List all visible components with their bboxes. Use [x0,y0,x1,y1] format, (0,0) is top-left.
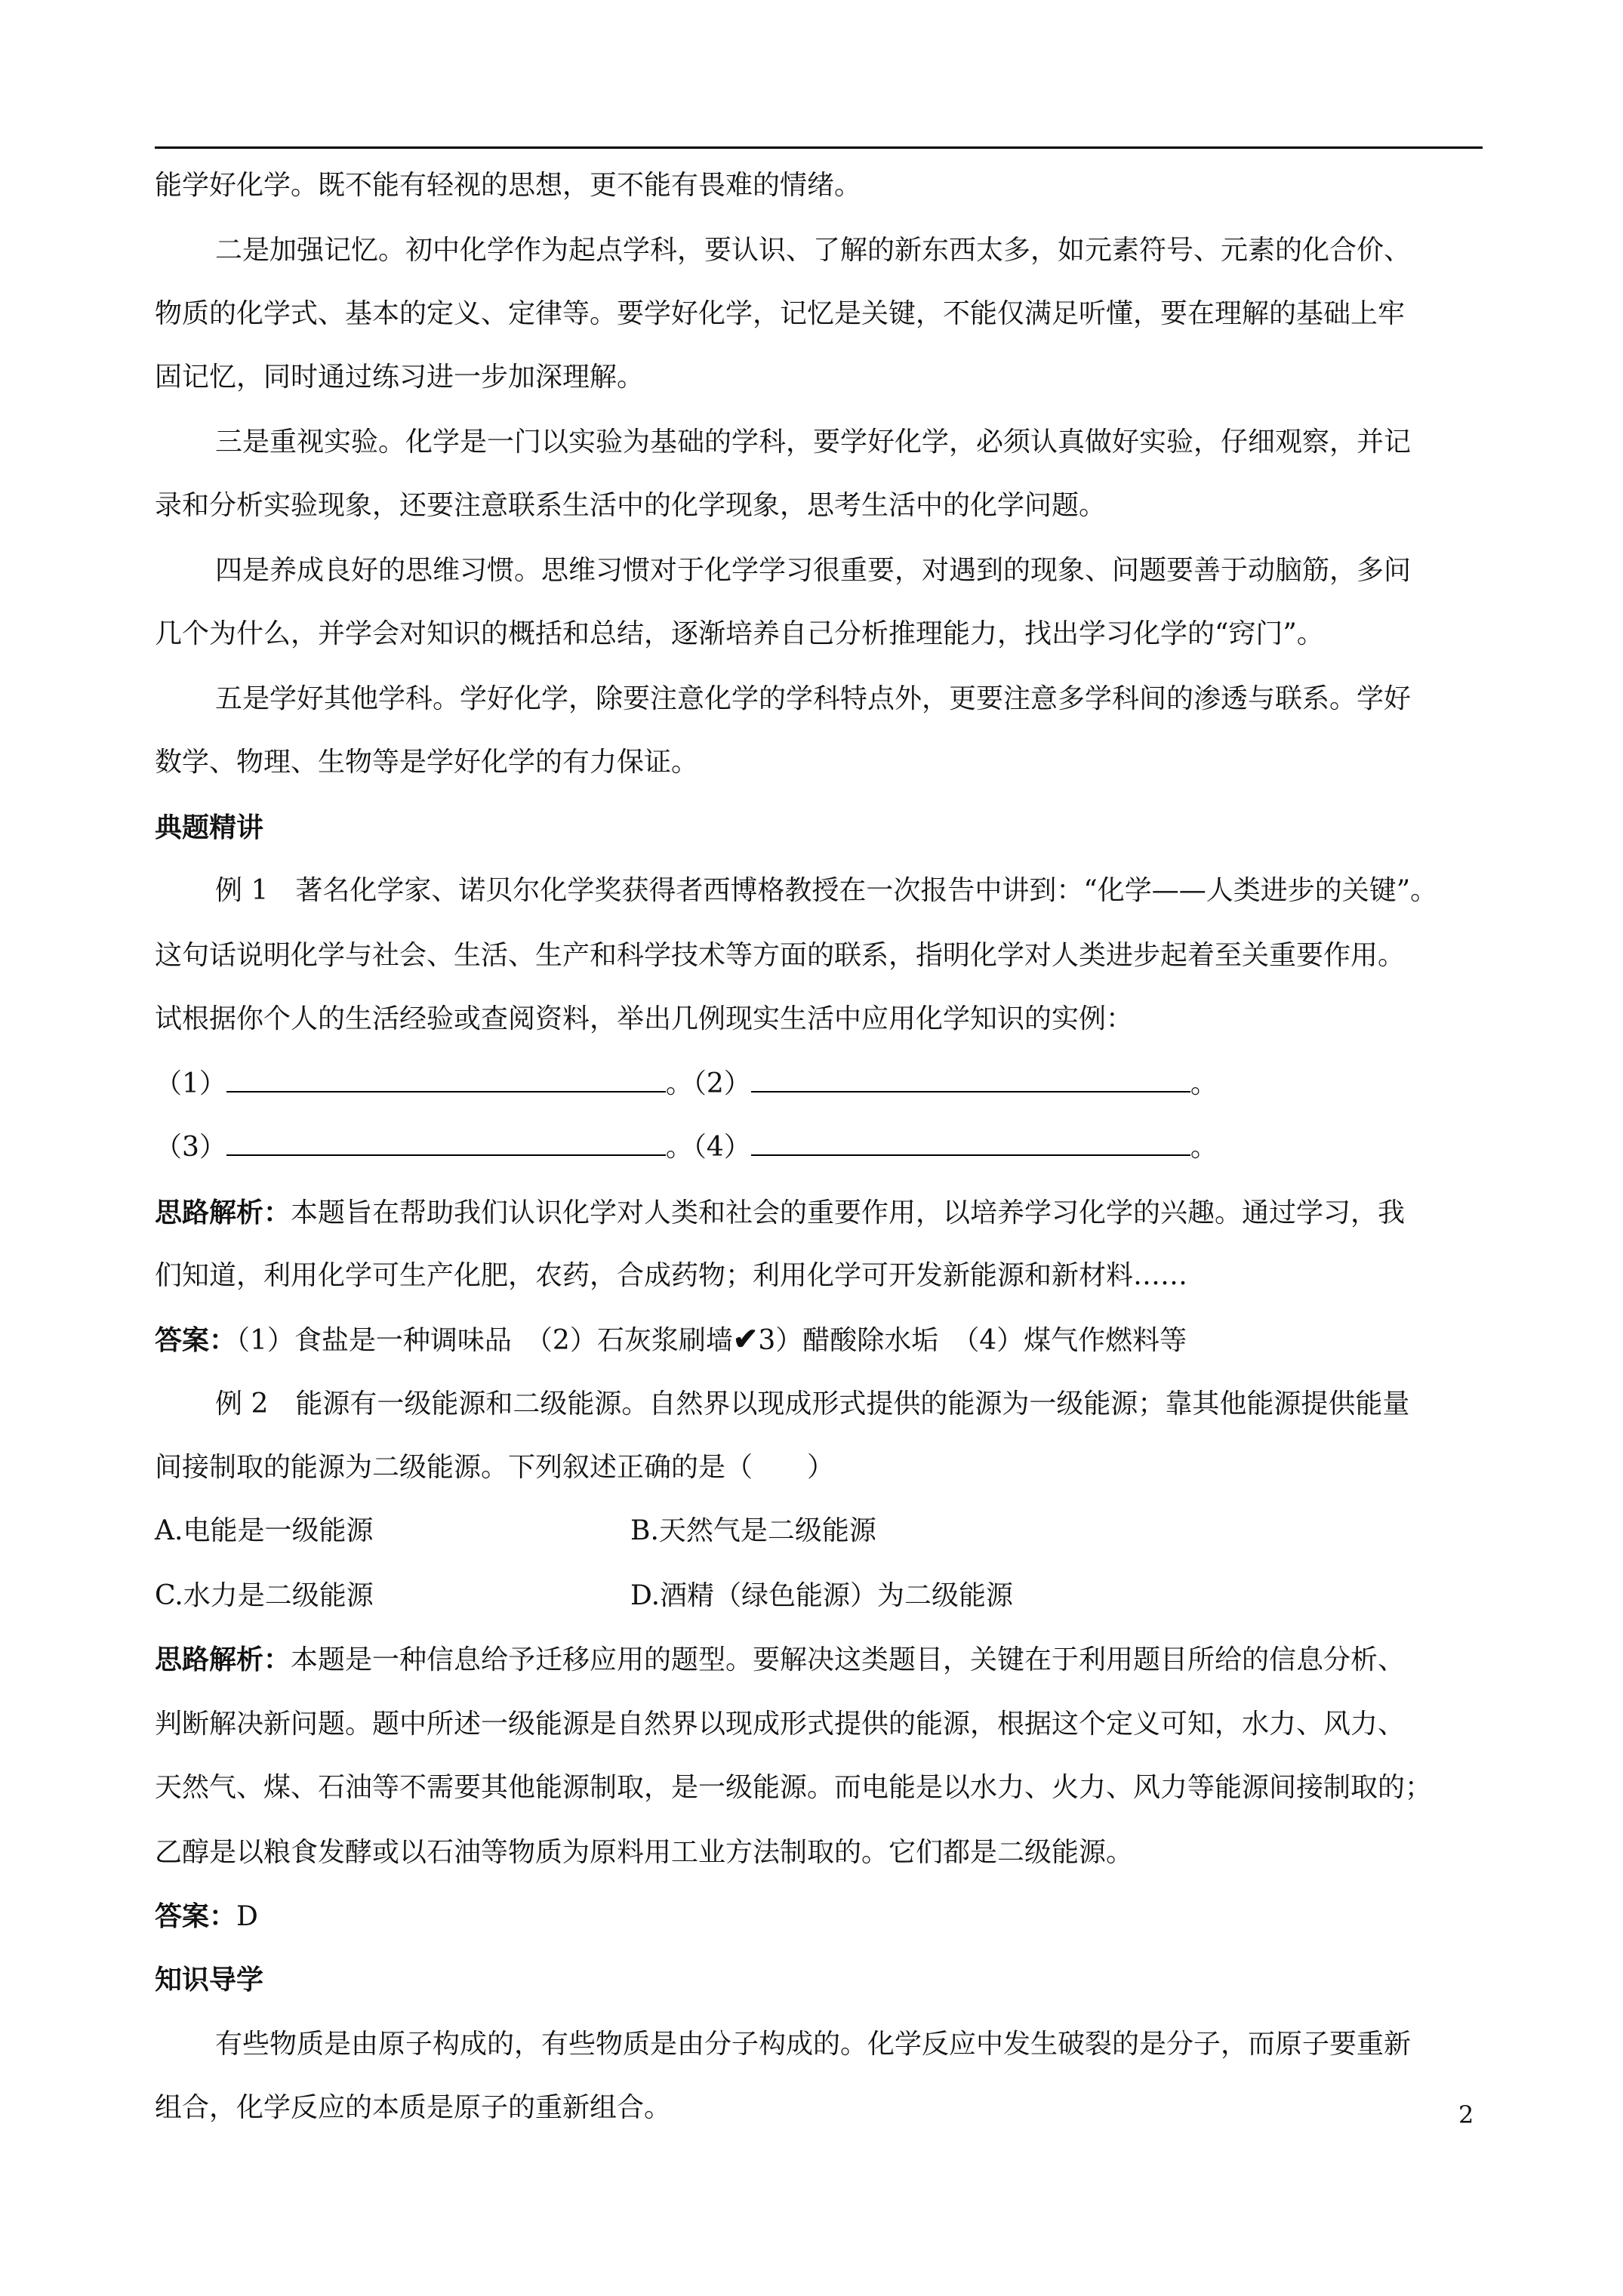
answer-blank-1[interactable] [226,1068,666,1093]
knowledge-line2: 组合，化学反应的本质是原子的重新组合。 [155,2092,672,2123]
section-title-typical-problems: 典题精讲 [155,812,264,843]
tip5-line2: 数学、物理、生物等是学好化学的有力保证。 [155,747,699,778]
example2-text: 能源有一级能源和二级能源。自然界以现成形式提供的能源为一级能源；靠其他能源提供能量 [295,1388,1410,1419]
blank-label-3: （3） [155,1132,226,1163]
tip4-line2: 几个为什么，并学会对知识的概括和总结，逐渐培养自己分析推理能力，找出学习化学的“窍门”。 [155,618,1324,649]
example1-line2: 这句话说明化学与社会、生活、生产和科学技术等方面的联系，指明化学对人类进步起着至关重要作用。 [155,940,1406,971]
example1-line3: 试根据你个人的生活经验或查阅资料，举出几例现实生活中应用化学知识的实例： [155,1003,1134,1034]
example2-analysis-line4: 乙醇是以粮食发酵或以石油等物质为原料用工业方法制取的。它们都是二级能源。 [155,1837,1134,1868]
blank-end-1: 。 [1190,1068,1218,1099]
example1-analysis-line2: 们知道，利用化学可生产化肥，农药，合成药物；利用化学可开发新能源和新材料…… [155,1260,1188,1291]
example1-analysis-line1 [155,1196,1483,1230]
blank-label-2: 。（2） [665,1068,751,1099]
answer-label: 答案： [155,1324,237,1356]
header-rule [155,146,1483,149]
answer-value: D [236,1901,258,1932]
tip3-line2: 录和分析实验现象，还要注意联系生活中的化学现象，思考生活中的化学问题。 [155,490,1107,521]
tip4-line1: 四是养成良好的思维习惯。思维习惯对于化学学习很重要，对遇到的现象、问题要善于动脑筋，多问 [215,555,1412,586]
option-a: A.电能是一级能源 [155,1515,374,1546]
blank-end-2: 。 [1190,1132,1218,1163]
example2-line2: 间接制取的能源为二级能源。下列叙述正确的是（ ） [155,1452,835,1483]
example2-analysis-line1 [155,1643,1483,1677]
example1-blanks-row2 [155,1131,1483,1164]
blank-label-4: 。（4） [665,1132,751,1163]
example1-blanks-row1 [155,1068,1483,1101]
analysis-text: 本题是一种信息给予迁移应用的题型。要解决这类题目，关键在于利用题目所给的信息分析、 [291,1644,1406,1675]
check-mark-icon: ✔ [732,1321,759,1357]
analysis-label: 思路解析： [155,1197,291,1228]
intro-paragraph-tail: 能学好化学。既不能有轻视的思想，更不能有畏难的情绪。 [155,170,862,201]
example1-text: 著名化学家、诺贝尔化学奖获得者西博格教授在一次报告中讲到：“化学——人类进步的关键”。 [295,875,1438,906]
tip2-line3: 固记忆，同时通过练习进一步加深理解。 [155,362,645,393]
answer-part-b: 3）醋酸除水垢 （4）煤气作燃料等 [758,1325,1187,1356]
answer-label: 答案： [155,1900,237,1932]
example1-line1 [215,874,1544,908]
answer-blank-2[interactable] [751,1068,1190,1093]
page-number: 2 [1458,2100,1474,2129]
tip3-line1: 三是重视实验。化学是一门以实验为基础的学科，要学好化学，必须认真做好实验，仔细观察，并记 [215,427,1412,458]
option-b: B.天然气是二级能源 [630,1515,876,1546]
tip5-line1: 五是学好其他学科。学好化学，除要注意化学的学科特点外，更要注意多学科间的渗透与联系。学好 [215,683,1412,714]
analysis-label: 思路解析： [155,1644,291,1675]
example2-answer [155,1900,1483,1934]
example2-analysis-line2: 判断解决新问题。题中所述一级能源是自然界以现成形式提供的能源，根据这个定义可知，水力、风力、 [155,1709,1406,1740]
example2-analysis-line3: 天然气、煤、石油等不需要其他能源制取，是一级能源。而电能是以水力、火力、风力等能源间接制取的； [155,1772,1433,1803]
answer-blank-3[interactable] [226,1132,666,1156]
analysis-text: 本题旨在帮助我们认识化学对人类和社会的重要作用，以培养学习化学的兴趣。通过学习，我 [291,1197,1406,1228]
example2-label: 例 2 [215,1388,269,1419]
option-d: D.酒精（绿色能源）为二级能源 [630,1580,1014,1611]
example2-line1 [215,1388,1544,1421]
section-title-knowledge-guide: 知识导学 [155,1964,264,1996]
example1-label: 例 1 [215,875,269,906]
answer-blank-4[interactable] [751,1132,1190,1156]
blank-label-1: （1） [155,1068,226,1099]
answer-part-a: （1）食盐是一种调味品 （2）石灰浆刷墙 [236,1325,733,1356]
tip2-line1: 二是加强记忆。初中化学作为起点学科，要认识、了解的新东西太多，如元素符号、元素的化合价、 [215,235,1412,266]
tip2-line2: 物质的化学式、基本的定义、定律等。要学好化学，记忆是关键，不能仅满足听懂，要在理解的基础上牢 [155,298,1406,329]
knowledge-line1: 有些物质是由原子构成的，有些物质是由分子构成的。化学反应中发生破裂的是分子，而原子要重新 [215,2029,1412,2060]
example1-answer [155,1323,1483,1358]
option-c: C.水力是二级能源 [155,1580,374,1611]
